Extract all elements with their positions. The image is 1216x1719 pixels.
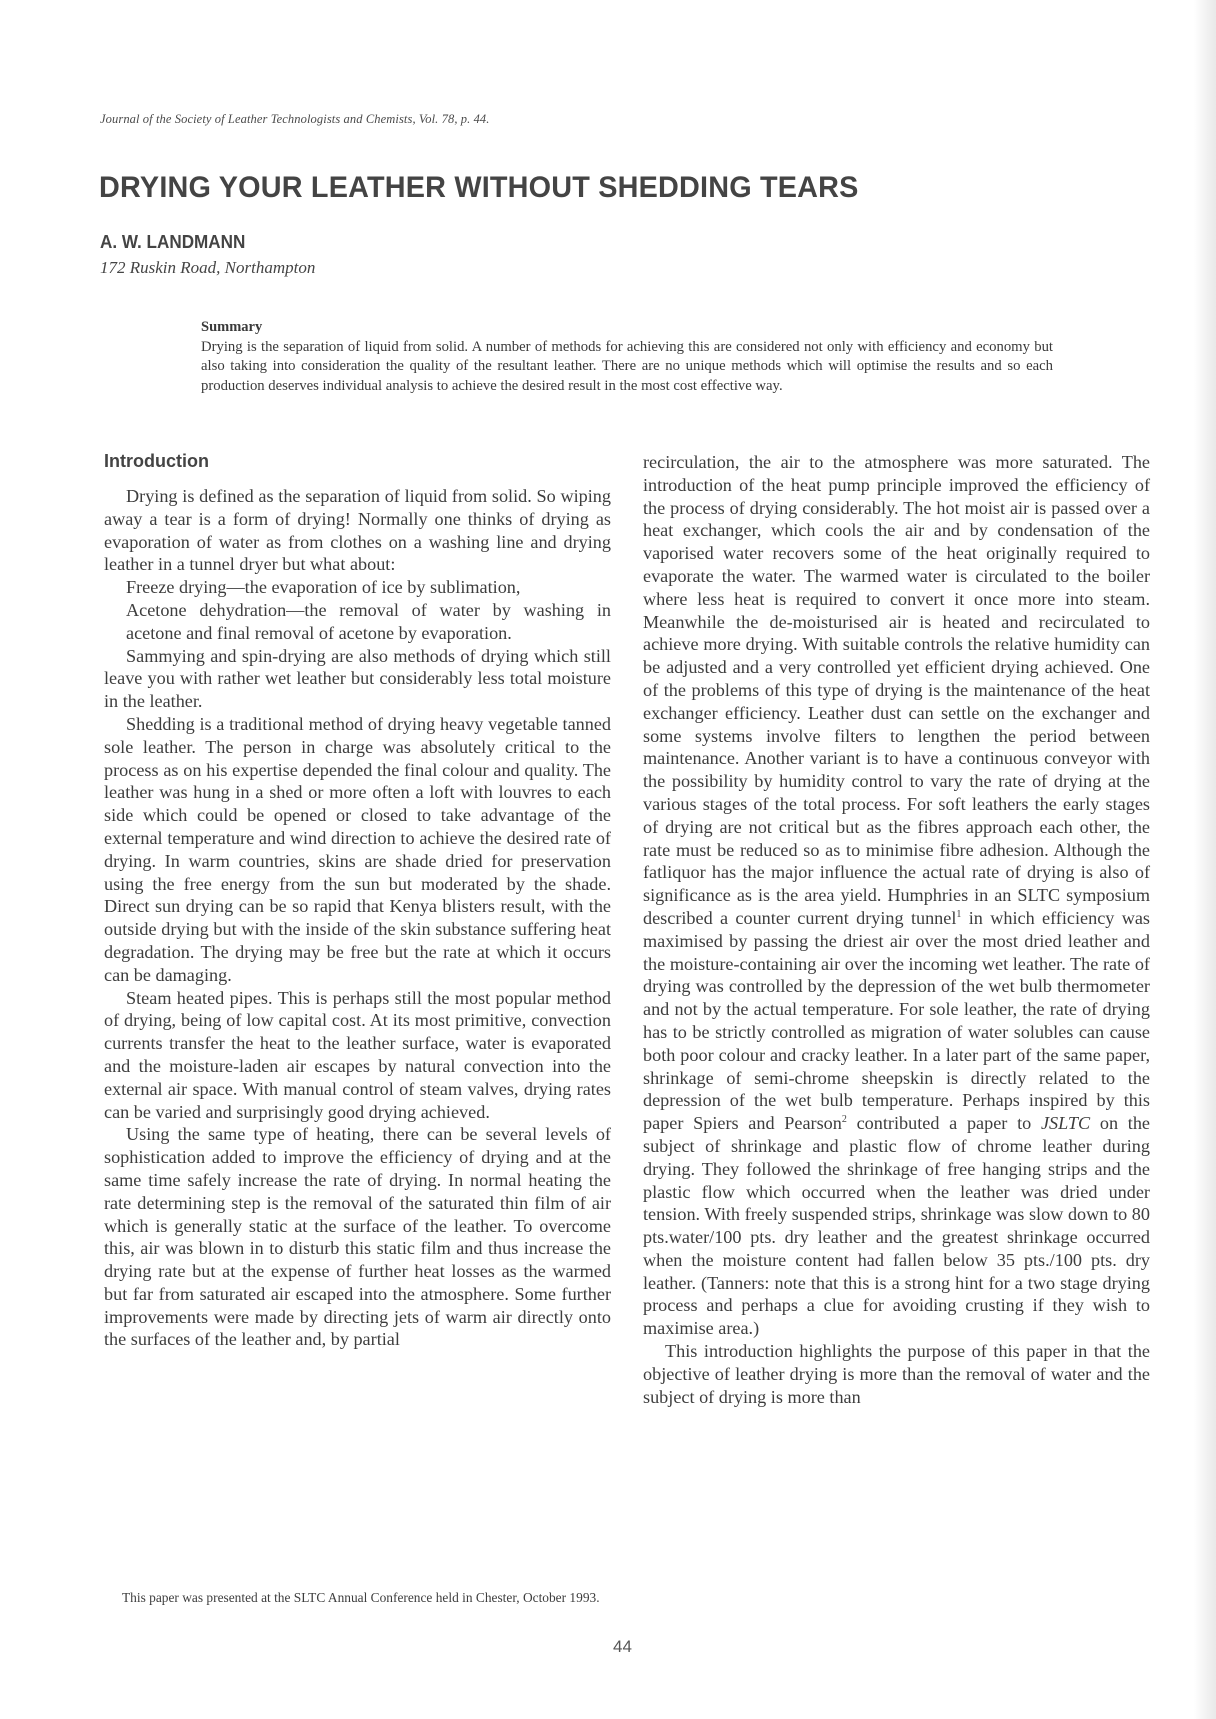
footnote-text: This paper was presented at the SLTC Annual Conference held in Chester, October 1993.	[122, 1590, 600, 1605]
summary-section	[201, 318, 1053, 396]
summary-heading: Summary	[201, 319, 263, 335]
page-edge-shadow	[1194, 0, 1216, 1719]
text-run: contributed a paper to	[846, 1113, 1041, 1134]
left-column	[104, 485, 611, 1351]
summary-text: Drying is the separation of liquid from solid. A number of methods for achieving this are considered not only with efficiency and economy but also taking into consideration the quality of the resultant leather. There are no unique methods which will optimise the results and so each production deserves individual analysis to achieve the desired result in the most cost effective way.	[201, 338, 1053, 394]
paragraph: Steam heated pipes. This is perhaps still the most popular method of drying, being of low capital cost. At its most primitive, convection currents transfer the heat to the leather surface, water is evaporated and the moisture-laden air escapes by natural convection into the external air space. With manual control of steam valves, drying rates can be varied and surprisingly good drying achieved.	[104, 987, 611, 1122]
paragraph: Drying is defined as the separation of liquid from solid. So wiping away a tear is a form of drying! Normally one thinks of drying as evaporation of water as from clothes on a washing line and drying leather in a tunnel dryer but what about:	[104, 486, 611, 575]
text-run: on the subject of shrinkage and plastic flow of chrome leather during drying. They followed the shrinkage of free hanging strips and the plastic flow which occurred when the leather was dried under tension. With freely suspended strips, shrinkage was slow down to 80 pts.water/100 pts. dry leather and the greatest shrinkage occurred when the moisture content had fallen below 35 pts./100 pts. dry leather. (Tanners: note that this is a strong hint for a two stage drying process and perhaps a clue for avoiding crusting if they wish to maximise area.)	[643, 1113, 1150, 1339]
page-number: 44	[613, 1637, 632, 1656]
paragraph: Using the same type of heating, there can be several levels of sophistication added to improve the efficiency of drying and at the same time safely increase the rate of drying. In normal heating the rate determining step is the removal of the saturated thin film of air which is generally static at the surface of the leather. To overcome this, air was blown in to disturb this static film and thus increase the drying rate but at the expense of further heat losses as the warmed but far from saturated air escaped into the atmosphere. Some further improvements were made by directing jets of warm air directly onto the surfaces of the leather and, by partial	[104, 1124, 611, 1350]
author-name: A. W. LANDMANN	[100, 232, 246, 252]
journal-citation: Journal of the Society of Leather Technologists and Chemists, Vol. 78, p. 44.	[100, 112, 490, 126]
list-item-freeze-drying: Freeze drying—the evaporation of ice by sublimation,	[126, 577, 521, 598]
text-run: in which efficiency was maximised by passing the driest air over the most dried leather and the moisture-containing air over the incoming wet leather. The rate of drying was controlled by the depression of the wet bulb thermometer and not by the actual temperature. For sole leather, the rate of drying has to be strictly controlled as migration of water solubles can cause both poor colour and cracky leather. In a later part of the same paper, shrinkage of semi-chrome sheepskin is directly related to the depression of the wet bulb temperature. Perhaps inspired by this paper Spiers and Pearson	[643, 907, 1150, 1134]
reference-superscript: 2	[841, 1114, 847, 1126]
paragraph: Shedding is a traditional method of drying heavy vegetable tanned sole leather. The person in charge was absolutely critical to the process as on his expertise depended the final colour and quality. The leather was hung in a shed or more often a loft with louvres to each side which could be opened or closed to take advantage of the external temperature and wind direction to achieve the desired rate of drying. In warm countries, skins are shade dried for preservation using the free energy from the sun but moderated by the shade. Direct sun drying can be so rapid that Kenya blisters result, with the outside drying but with the inside of the skin substance suffering heat degradation. The drying may be free but the rate at which it occurs can be damaging.	[104, 713, 611, 985]
reference-superscript: 1	[956, 908, 962, 920]
introduction-heading: Introduction	[104, 451, 209, 471]
paragraph: Sammying and spin-drying are also methods of drying which still leave you with rather wet leather but considerably less total moisture in the leather.	[104, 645, 611, 712]
author-address: 172 Ruskin Road, Northampton	[100, 258, 316, 277]
right-column	[643, 451, 1150, 1408]
list-item-acetone-dehydration: Acetone dehydration—the removal of water by washing in acetone and final removal of acetone by evaporation.	[126, 599, 611, 643]
paragraph	[643, 451, 1150, 1340]
footnote	[105, 1588, 610, 1607]
journal-abbreviation: JSLTC	[1040, 1113, 1091, 1134]
article-title: DRYING YOUR LEATHER WITHOUT SHEDDING TEARS	[99, 171, 859, 204]
paragraph: This introduction highlights the purpose of this paper in that the objective of leather drying is more than the removal of water and the subject of drying is more than	[643, 1341, 1150, 1407]
text-run: recirculation, the air to the atmosphere was more saturated. The introduction of the heat pump principle improved the efficiency of the process of drying considerably. The hot moist air is passed over a heat exchanger, which cools the air and by condensation of the vaporised water recovers some of the heat originally required to evaporate the water. The warmed water is circulated to the boiler where less heat is required to convert it once more into steam. Meanwhile the de-moisturised air is heated and recirculated to achieve more drying. With suitable controls the relative humidity can be adjusted and a very controlled yet efficient drying achieved. One of the problems of this type of drying is the maintenance of the heat exchanger efficiency. Leather dust can settle on the exchanger and some systems involve filters to lengthen the period between maintenance. Another variant is to have a continuous conveyor with the possibility by humidity control to vary the rate of drying at the various stages of the total process. For soft leathers the early stages of drying are not critical but as the fibres approach each other, the rate must be reduced so as to minimise fibre adhesion. Although the fatliquor has the major influence the actual rate of drying is also of significance as is the area yield. Humphries in an SLTC symposium described a counter current drying tunnel	[643, 452, 1150, 928]
